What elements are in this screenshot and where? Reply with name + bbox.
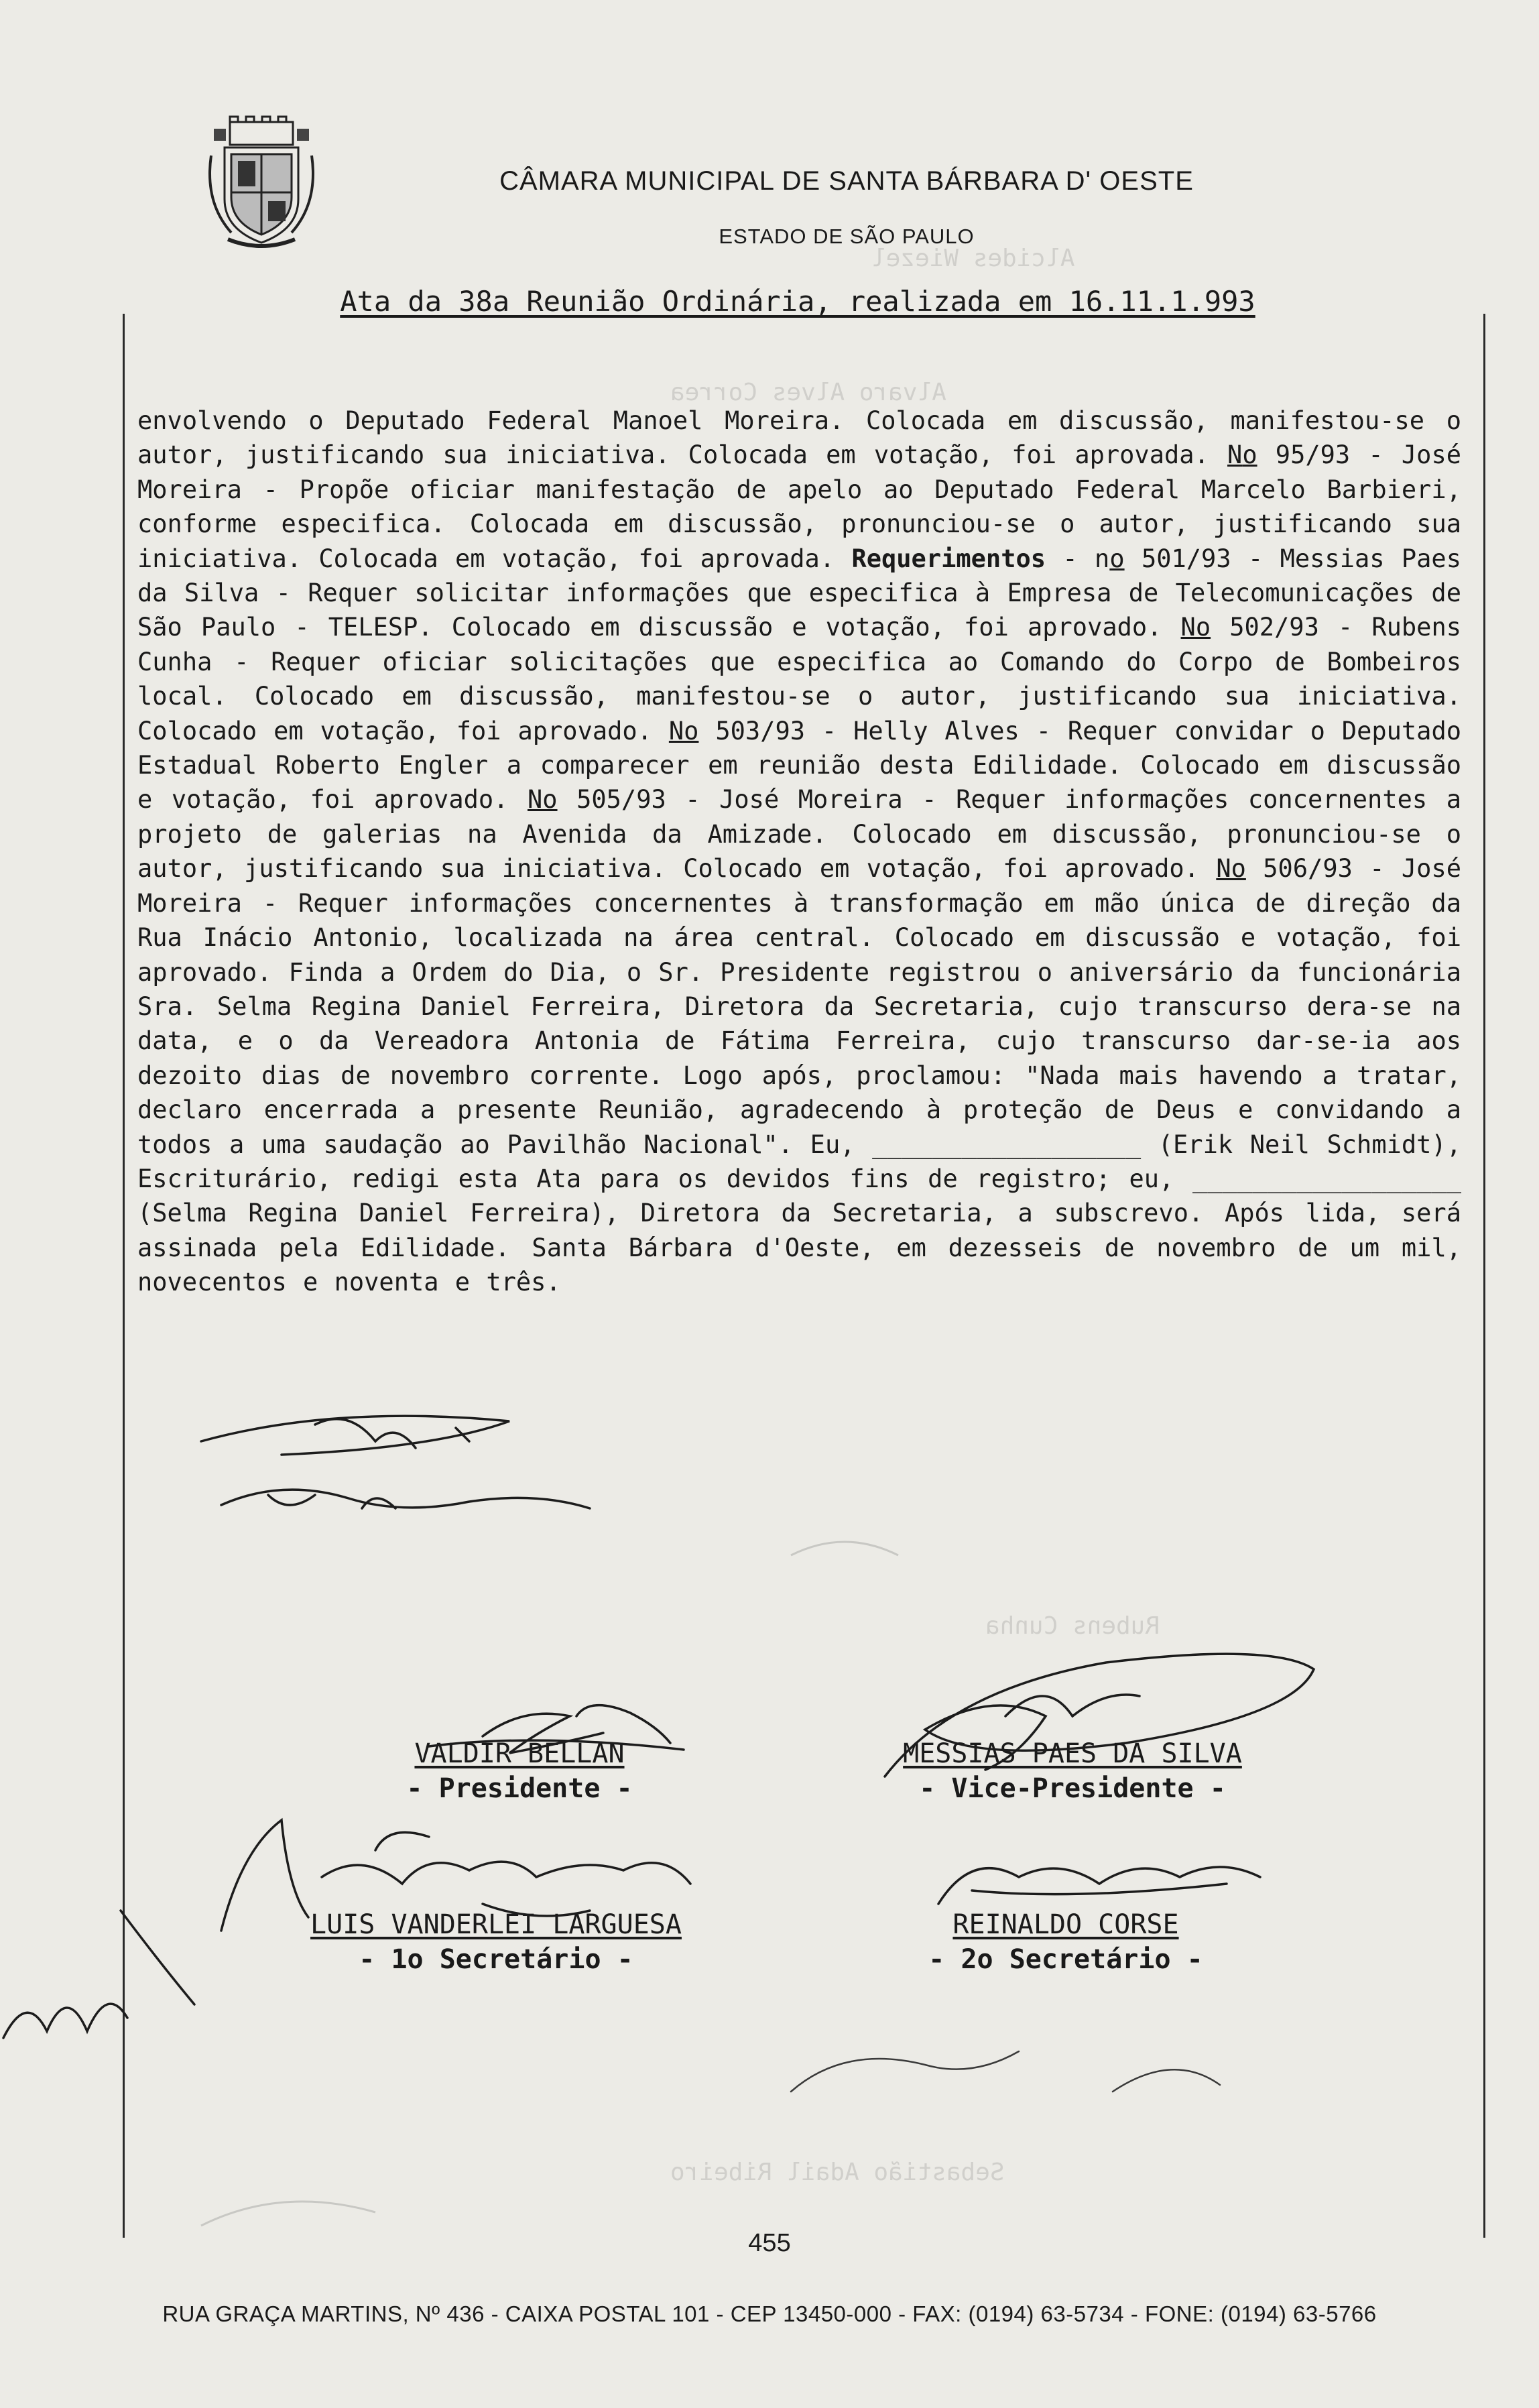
signatory-role: - Presidente - <box>406 1773 633 1804</box>
ordinal-abbrev: N <box>1227 440 1243 470</box>
ordinal-abbrev: No <box>527 785 558 815</box>
header-subtitle: ESTADO DE SÃO PAULO <box>719 225 975 248</box>
document-body <box>137 404 1461 1300</box>
signatory-role: - 2o Secretário - <box>928 1944 1203 1975</box>
ordinal-abbrev: o <box>1109 544 1125 573</box>
bleed-through-text: Alvaro Alves Correa <box>670 379 946 406</box>
signatory-vice-president <box>831 1736 1314 1806</box>
signatory-role: - Vice-Presidente - <box>919 1773 1226 1804</box>
signatory-name: LUIS VANDERLEI LARGUESA <box>310 1909 682 1940</box>
ordinal-abbrev: o <box>1242 440 1257 470</box>
ordinal-abbrev: No <box>1216 854 1246 884</box>
signatory-second-secretary <box>865 1907 1267 1977</box>
bleed-through-text: Alcides Wiezel <box>871 245 1075 272</box>
signatory-first-secretary <box>255 1907 737 1977</box>
bold-heading: Requerimentos <box>851 544 1046 573</box>
ordinal-abbrev: No <box>1180 613 1211 642</box>
footer-address: RUA GRAÇA MARTINS, Nº 436 - CAIXA POSTAL 101 - CEP 13450-000 - FAX: (0194) 63-5734 - FONE: (0194) 63-5766 <box>162 2301 1377 2326</box>
header-title: CÂMARA MUNICIPAL DE SANTA BÁRBARA D' OESTE <box>499 166 1194 196</box>
signatory-name: MESSIAS PAES DA SILVA <box>903 1738 1242 1769</box>
body-segment: - n <box>1046 544 1110 573</box>
right-margin-line <box>1483 314 1485 2238</box>
signatory-role: - 1o Secretário - <box>359 1944 633 1975</box>
signatory-president <box>328 1736 711 1806</box>
bleed-through-text: Sebastião Adail Ribeiro <box>670 2159 1005 2186</box>
bleed-through-text: Rubens Cunha <box>985 1612 1160 1640</box>
page-number: 455 <box>748 2229 791 2257</box>
body-segment: 503/93 - Helly Alves - Requer convidar o Deputado Estadual Roberto Engler a comparecer em reunião desta Edilidade. Colocado em discussão e votação, foi aprovado. <box>137 716 1462 815</box>
body-segment: 505/93 - José Moreira - Requer informações concernentes a projeto de galerias na Avenida da Amizade. Colocado em discussão, pronunciou-se o autor, justificando sua iniciativa. Colocado em votação, foi aprovado. <box>137 785 1461 884</box>
body-segment: envolvendo o Deputado Federal Manoel Moreira. Colocada em discussão, manifestou-se o autor, justificando sua iniciativa. Colocada em votação, foi aprovada. <box>137 406 1461 470</box>
body-segment: 506/93 - José Moreira - Requer informações concernentes à transformação em mão única de direção da Rua Inácio Antonio, localizada na área central. Colocado em discussão e votação, foi aprovado. Finda a Ordem do Dia, o Sr. Presidente registrou o aniversário da funcionária Sra. Selma Regina Daniel Ferreira, Diretora da Secretaria, cujo transcurso dera-se na data, e o da Vereadora Antonia de Fátima Ferreira, cujo transcurso dar-se-ia aos dezoito dias de novembro corrente. Logo após, proclamou: "Nada mais havendo a tratar, declaro encerrada a presente Reunião, agradecendo à proteção de Deus e convidando a todos a uma saudação ao Pavilhão Nacional". Eu, __________________ (Erik Neil Schmidt), Escriturário, redigi esta Ata para os devidos fins de registro; eu, __________________ (Selma Regina Daniel Ferreira), Diretora da Secretaria, a subscrevo. Após lida, será assinada pela Edilidade. Santa Bárbara d'Oeste, em dezesseis de novembro de um mil, novecentos e noventa e três. <box>137 854 1461 1297</box>
signatory-name: REINALDO CORSE <box>952 1909 1179 1940</box>
body-segment: 95/93 - José Moreira - Propõe oficiar manifestação de apelo ao Deputado Federal Marcelo Barbieri, conforme especifica. Colocada em discussão, pronunciou-se o autor, justificando sua iniciativa. Colocada em votação, foi aprovada. <box>137 440 1461 573</box>
body-segment: 502/93 - Rubens Cunha - Requer oficiar solicitações que especifica ao Comando do Corpo de Bombeiros local. Colocado em discussão, manifestou-se o autor, justificando sua iniciativa. Colocado em votação, foi aprovado. <box>137 613 1461 745</box>
left-margin-line <box>123 314 125 2238</box>
document-title: Ata da 38a Reunião Ordinária, realizada em 16.11.1.993 <box>340 285 1255 318</box>
body-segment: 501/93 - Messias Paes da Silva - Requer solicitar informações que especifica à Empresa de Telecomunicações de São Paulo - TELESP. Colocado em discussão e votação, foi aprovado. <box>137 544 1461 642</box>
ordinal-abbrev: No <box>668 716 699 745</box>
signatory-name: VALDIR BELLAN <box>414 1738 625 1769</box>
